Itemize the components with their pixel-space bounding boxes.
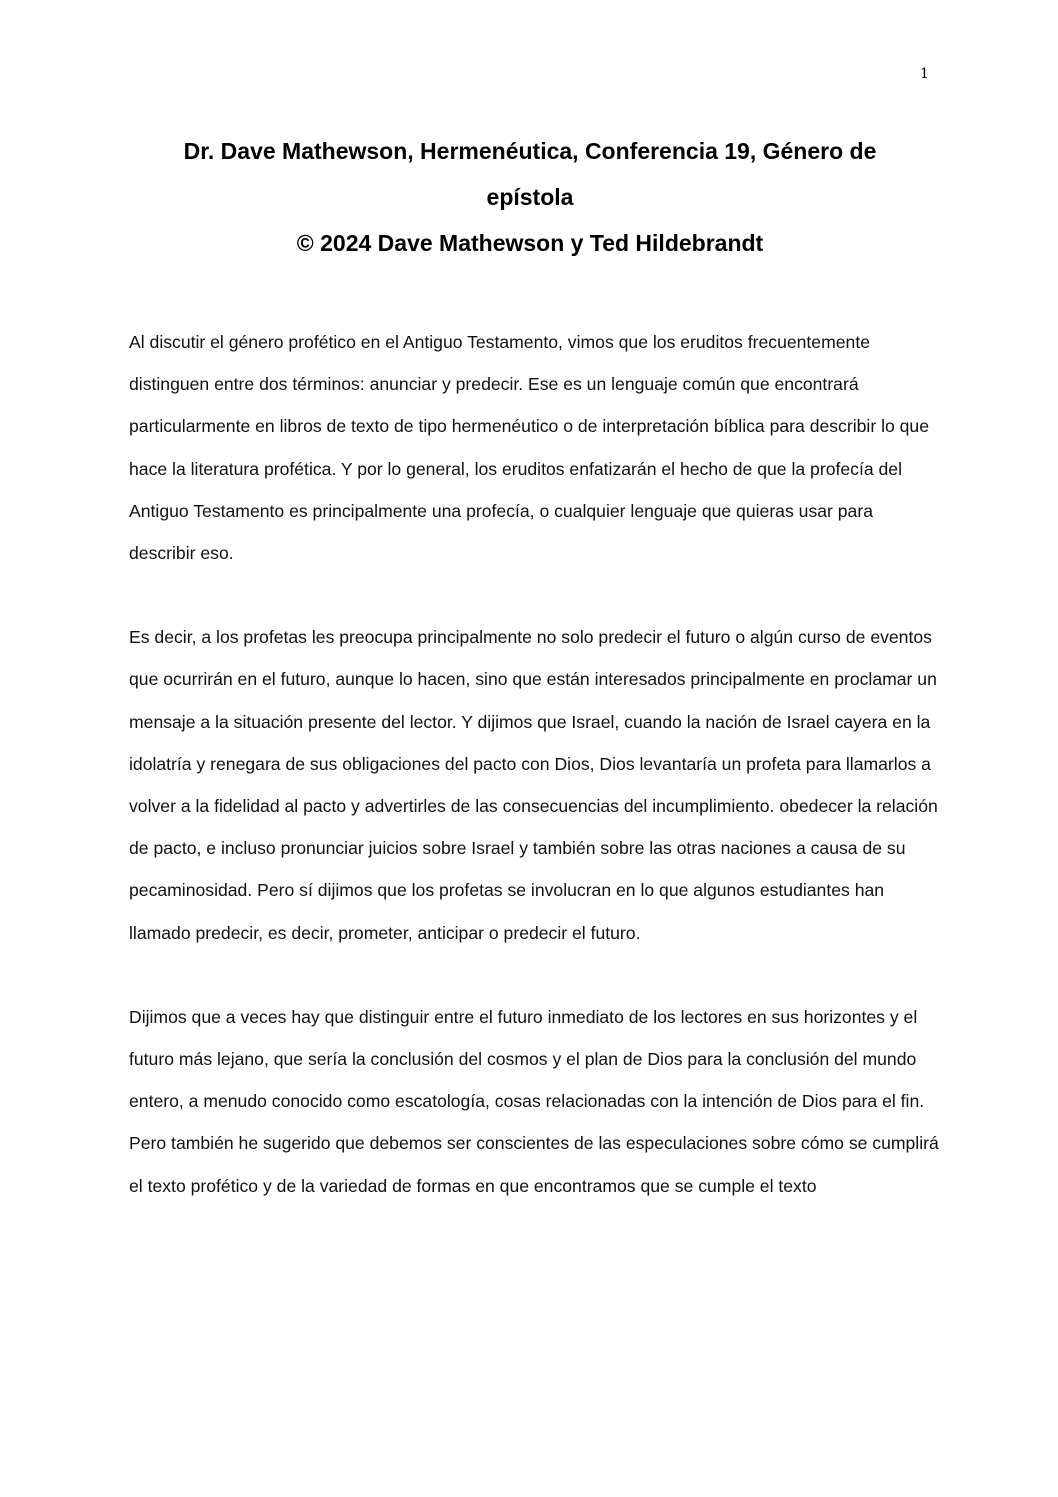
paragraph-2: Es decir, a los profetas les preocupa principalmente no solo predecir el futuro o algún curso de eventos que ocurrirán en el futuro, aunque lo hacen, sino que están interesados principalmente en proclamar un mensaje a la situación presente del lector. Y dijimos que Israel, cuando la nación de Israel cayera en la idolatría y renegara de sus obligaciones del pacto con Dios, Dios levantaría un profeta para llamarlos a volver a la fidelidad al pacto y advertirles de las consecuencias del incumplimiento. obedecer la relación de pacto, e incluso pronunciar juicios sobre Israel y también sobre las otras naciones a causa de su pecaminosidad. Pero sí dijimos que los profetas se involucran en lo que algunos estudiantes han llamado predecir, es decir, prometer, anticipar o predecir el futuro. [129,627,938,943]
copyright-line: © 2024 Dave Mathewson y Ted Hildebrandt [296,230,764,256]
title-line-1: Dr. Dave Mathewson, Hermenéutica, Conferencia 19, Género de [183,138,877,164]
paragraph-3: Dijimos que a veces hay que distinguir entre el futuro inmediato de los lectores en sus horizontes y el futuro más lejano, que sería la conclusión del cosmos y el plan de Dios para la conclusión del mundo entero, a menudo conocido como escatología, cosas relacionadas con la intención de Dios para el fin. Pero también he sugerido que debemos ser conscientes de las especulaciones sobre cómo se cumplirá el texto profético y de la variedad de formas en que encontramos que se cumple el texto [129,1006,939,1196]
document-title [110,128,950,266]
document-body [129,321,944,1249]
page-number: 1 [920,66,929,82]
title-line-2: epístola [486,184,574,210]
paragraph-1: Al discutir el género profético en el Antiguo Testamento, vimos que los eruditos frecuentemente distinguen entre dos términos: anunciar y predecir. Ese es un lenguaje común que encontrará particularmente en libros de texto de tipo hermenéutico o de interpretación bíblica para describir lo que hace la literatura profética. Y por lo general, los eruditos enfatizarán el hecho de que la profecía del Antiguo Testamento es principalmente una profecía, o cualquier lenguaje que quieras usar para describir eso. [129,332,930,564]
